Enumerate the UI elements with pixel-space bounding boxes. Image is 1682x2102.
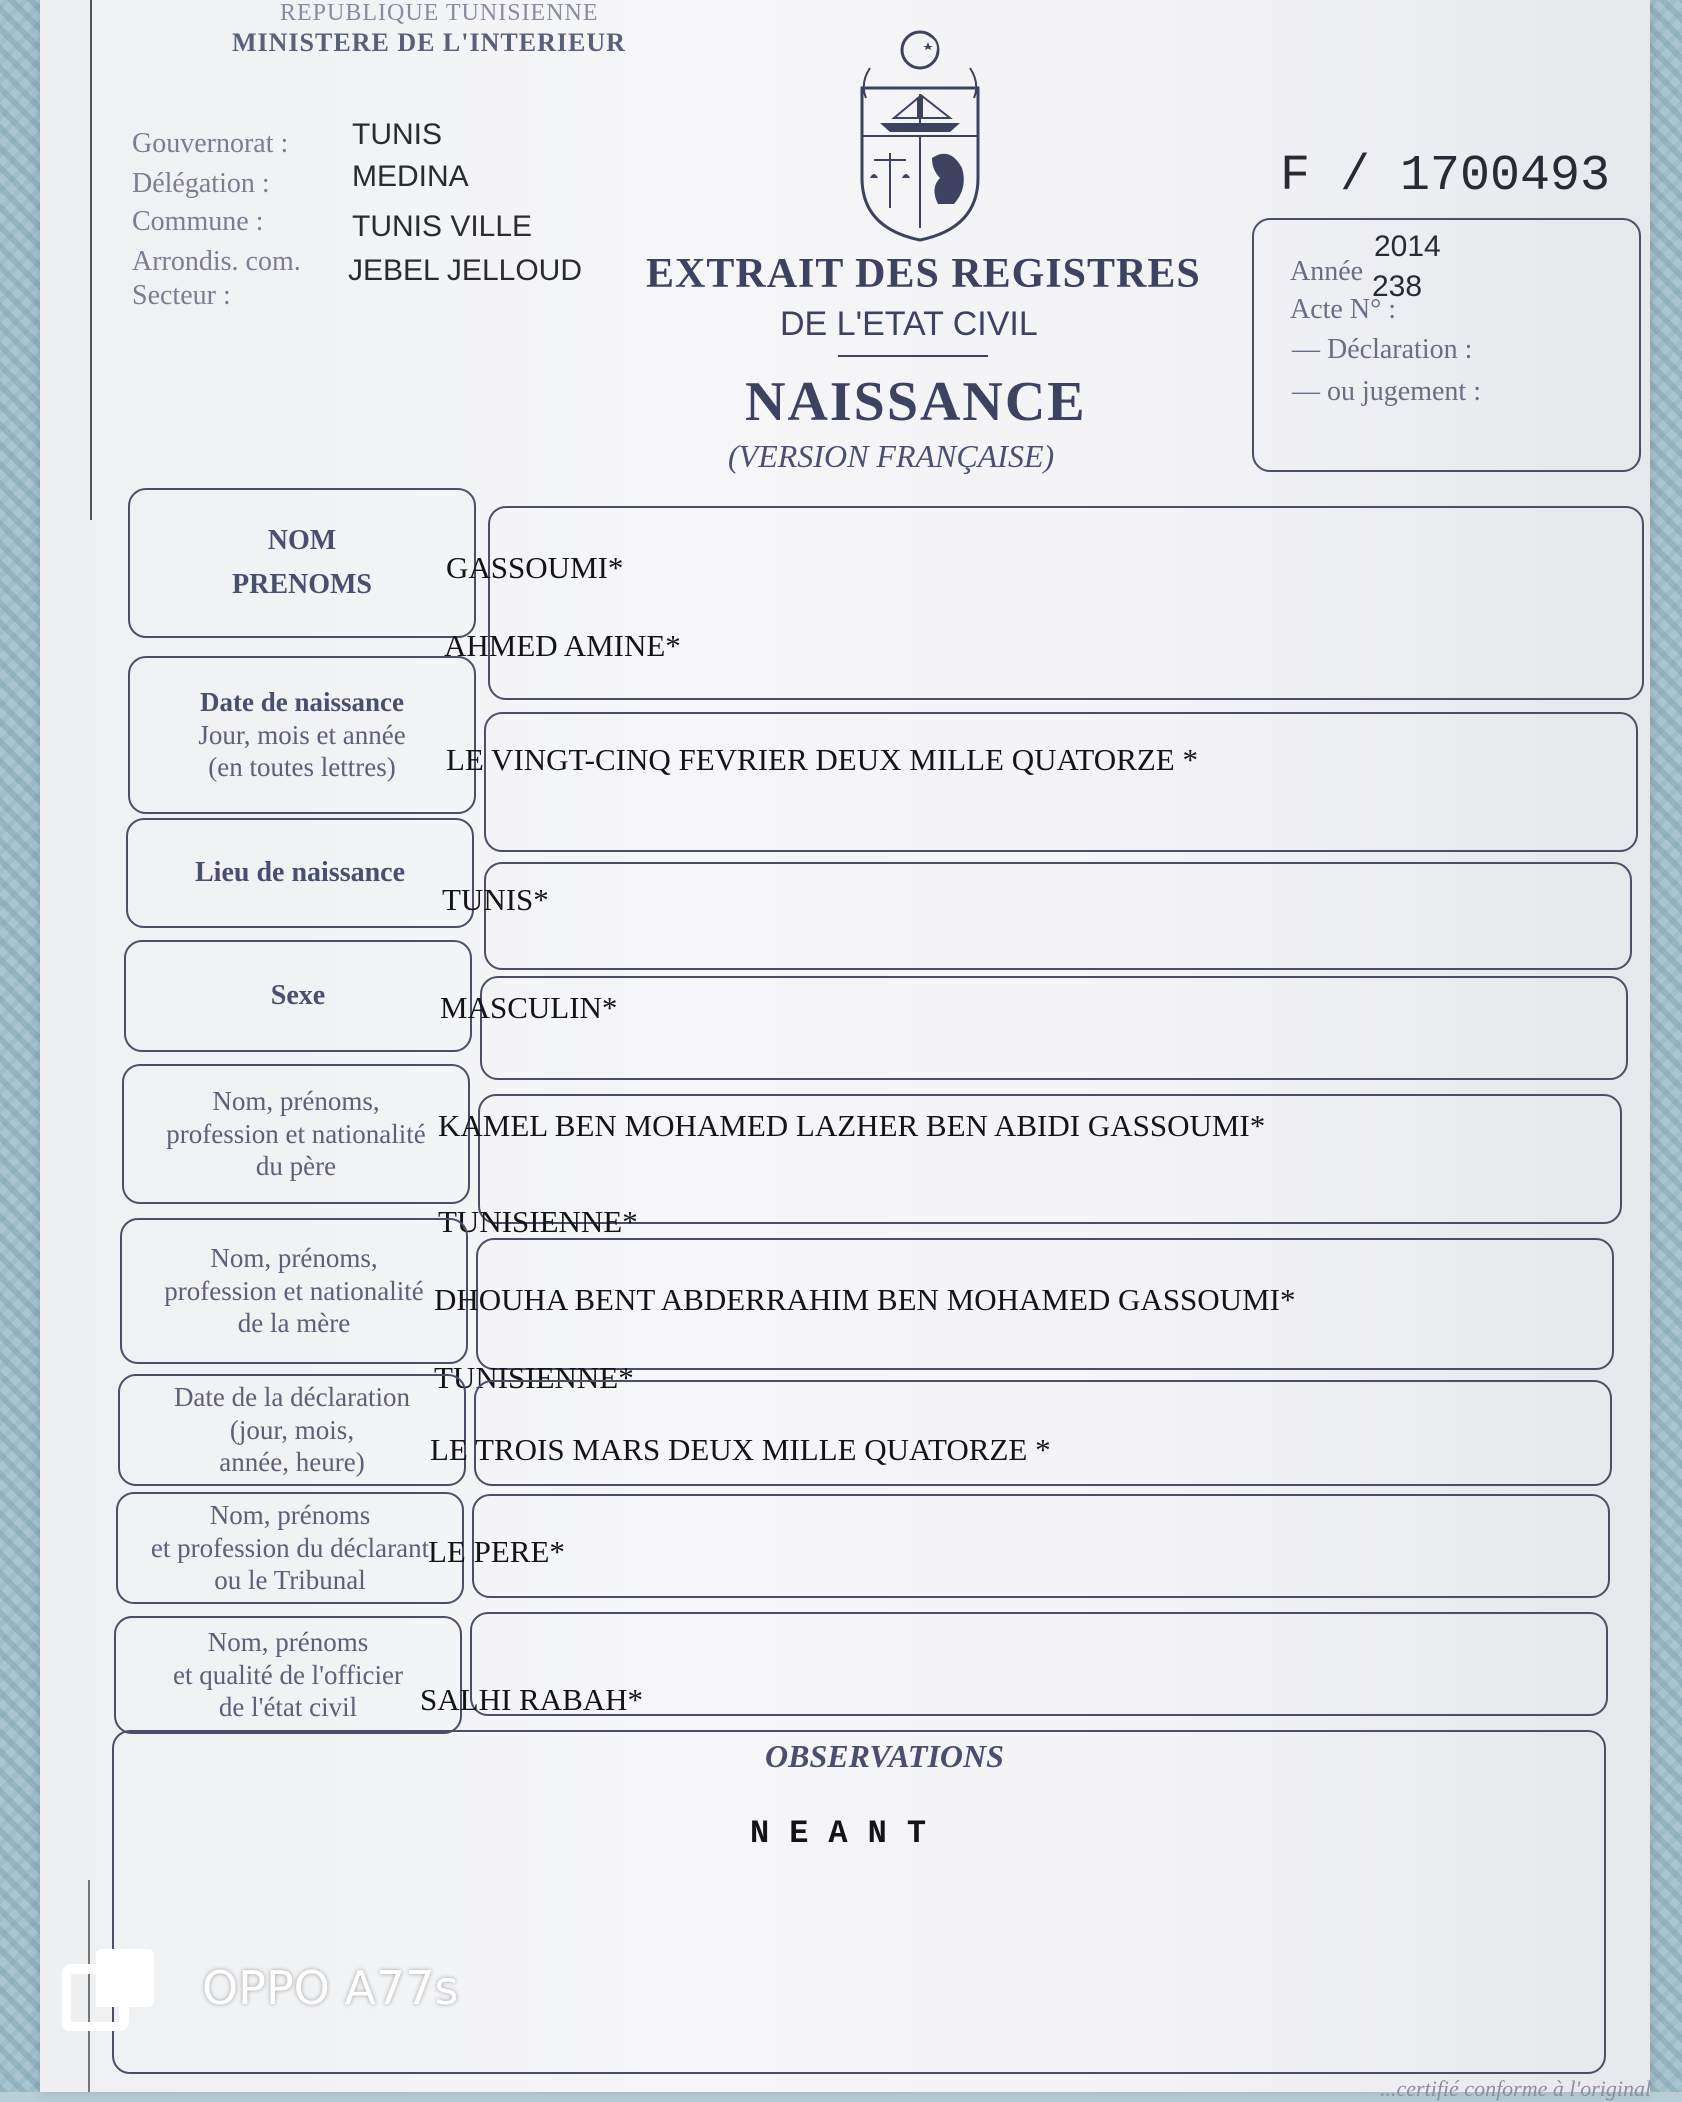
declarant-label-box [116, 1492, 464, 1604]
republic-header: REPUBLIQUE TUNISIENNE [280, 0, 599, 26]
father-label-line1: Nom, prénoms, [212, 1086, 380, 1117]
arrondissement-value: JEBEL JELLOUD [348, 254, 582, 287]
birth-date-value-box [484, 712, 1638, 852]
father-label-line2: profession et nationalité [166, 1118, 426, 1149]
father-nationality-value: TUNISIENNE* [438, 1204, 638, 1239]
arrondissement-label: Arrondis. com. [132, 246, 301, 277]
declaration-date-label-line3: année, heure) [219, 1447, 365, 1478]
sector-label: Secteur : [132, 280, 231, 311]
declaration-date-label-line2: (jour, mois, [229, 1414, 355, 1445]
birth-date-sublabel: Jour, mois et année [198, 719, 406, 750]
declarant-label-line1: Nom, prénoms [209, 1500, 371, 1531]
birth-place-value: TUNIS* [442, 882, 549, 917]
firstnames-label: PRENOMS [232, 569, 372, 600]
act-number-value: 238 [1372, 270, 1423, 303]
mother-name-value: DHOUHA BENT ABDERRAHIM BEN MOHAMED GASSOUMI* [434, 1282, 1296, 1317]
sex-value-box [480, 976, 1628, 1080]
birth-place-value-box [484, 862, 1632, 970]
title-divider [838, 355, 988, 357]
birth-date-value: LE VINGT-CINQ FEVRIER DEUX MILLE QUATORZE * [446, 742, 1198, 777]
mother-label-line3: de la mère [237, 1308, 351, 1339]
document-version: (VERSION FRANÇAISE) [728, 438, 1055, 474]
declaration-date-label-line1: Date de la déclaration [173, 1382, 411, 1413]
surname-value: GASSOUMI* [446, 550, 624, 585]
sex-label: Sexe [270, 980, 326, 1012]
year-value: 2014 [1374, 230, 1441, 263]
firstnames-value: AHMED AMINE* [444, 628, 681, 663]
officer-label-line1: Nom, prénoms [207, 1627, 369, 1658]
document-title: EXTRAIT DES REGISTRES [646, 251, 1201, 297]
tunisia-coat-of-arms-icon [850, 28, 990, 248]
oppo-camera-logo-icon [62, 1945, 162, 2031]
name-label-box [128, 488, 476, 638]
declarant-value: LE PERE* [428, 1534, 565, 1569]
serial-number: F / 1700493 [1280, 148, 1611, 205]
document-type: NAISSANCE [745, 371, 1087, 433]
camera-model-text: OPPO A77s [202, 1961, 459, 2015]
birth-date-sublabel-2: (en toutes lettres) [208, 752, 396, 783]
observations-title: OBSERVATIONS [765, 1738, 1004, 1774]
declarant-label-line3: ou le Tribunal [214, 1565, 366, 1596]
officer-label-line3: de l'état civil [218, 1692, 358, 1723]
officer-value: SALHI RABAH* [420, 1682, 644, 1717]
declarant-label-line2: et profession du déclarant [150, 1532, 430, 1563]
commune-label: Commune : [132, 206, 264, 237]
mother-label-box [120, 1218, 468, 1364]
declarant-value-box [472, 1494, 1610, 1598]
declaration-date-value: LE TROIS MARS DEUX MILLE QUATORZE * [430, 1432, 1051, 1467]
year-label: Année [1290, 256, 1364, 287]
officer-label-line2: et qualité de l'officier [172, 1659, 403, 1690]
officer-label-box [114, 1616, 462, 1734]
registry-box [1252, 218, 1641, 472]
declaration-date-label-box [118, 1374, 466, 1486]
birth-date-label: Date de naissance [200, 687, 404, 718]
father-label-box [122, 1064, 470, 1204]
judgement-label: — ou jugement : [1292, 376, 1481, 407]
mother-nationality-value: TUNISIENNE* [434, 1360, 634, 1395]
commune-value: TUNIS VILLE [352, 210, 533, 243]
observations-value: NEANT [750, 1815, 947, 1852]
mother-label-line2: profession et nationalité [164, 1275, 424, 1306]
birth-place-label-box [126, 818, 474, 928]
sex-label-box [124, 940, 472, 1052]
father-name-value: KAMEL BEN MOHAMED LAZHER BEN ABIDI GASSOUMI* [438, 1108, 1266, 1143]
camera-watermark [62, 1945, 458, 2031]
mother-label-line1: Nom, prénoms, [210, 1243, 378, 1274]
sex-value: MASCULIN* [440, 990, 618, 1025]
birth-place-label: Lieu de naissance [194, 857, 406, 889]
birth-date-label-box [128, 656, 476, 814]
father-label-line3: du père [255, 1151, 337, 1182]
delegation-value: MEDINA [352, 160, 469, 193]
governorate-value: TUNIS [352, 118, 442, 151]
name-value-box [488, 506, 1644, 700]
footer-note: ...certifié conforme à l'original [1380, 2076, 1652, 2101]
delegation-label: Délégation : [132, 168, 270, 199]
declaration-label: — Déclaration : [1292, 334, 1473, 365]
governorate-label: Gouvernorat : [132, 128, 289, 159]
act-number-label: Acte N° : [1290, 294, 1397, 325]
margin-line [90, 0, 92, 520]
document-subtitle: DE L'ETAT CIVIL [780, 305, 1038, 343]
surname-label: NOM [267, 525, 337, 557]
ministry-header: MINISTERE DE L'INTERIEUR [232, 28, 626, 57]
